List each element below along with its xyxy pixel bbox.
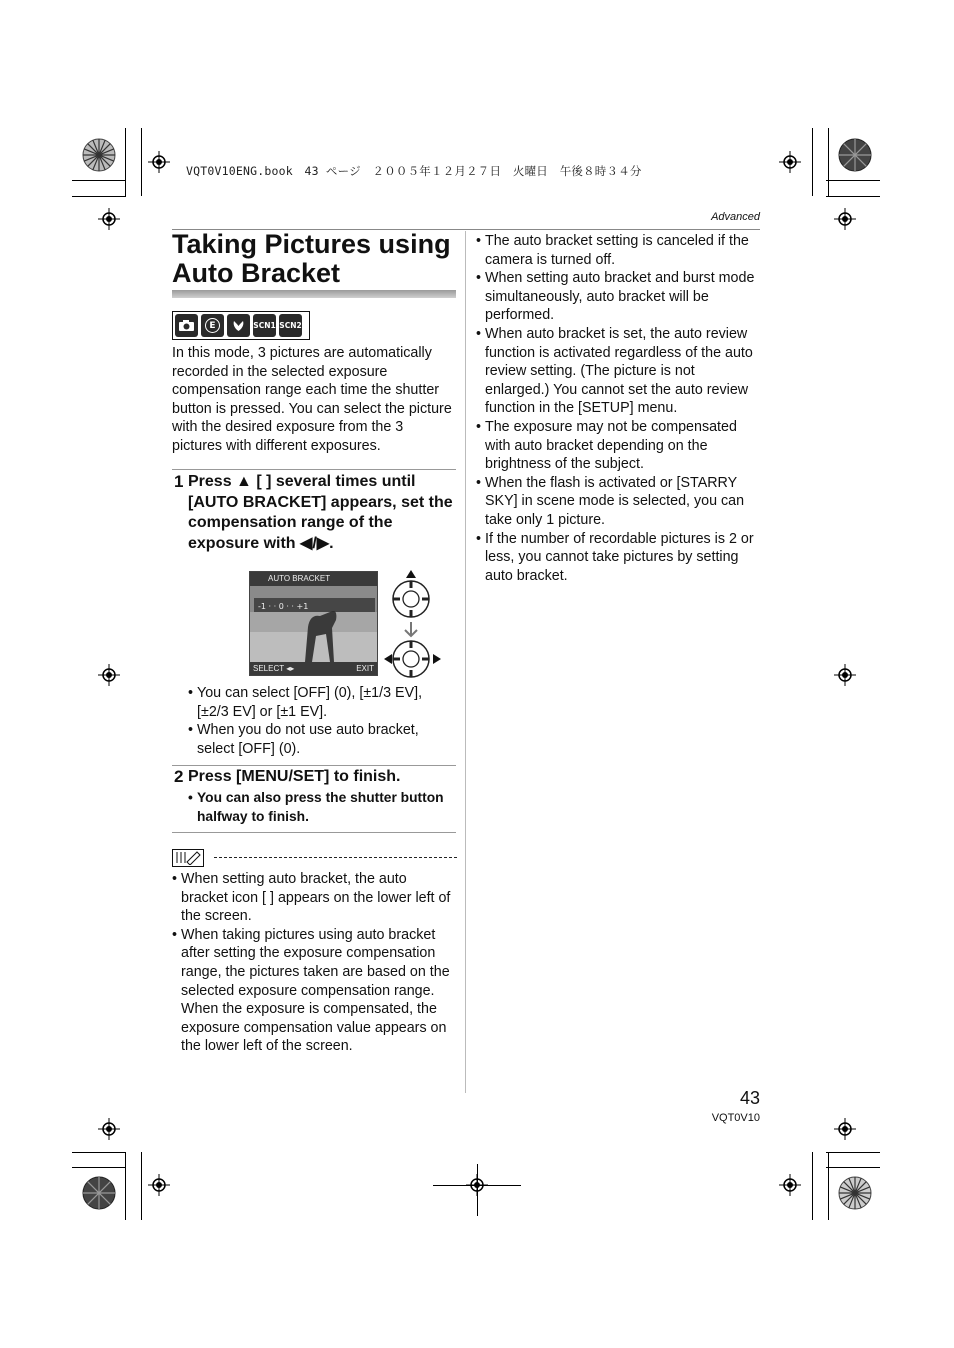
intro-paragraph: In this mode, 3 pictures are automatically recorded in the selected exposure compensation range each time the shutter button is pressed. You can select the picture with the desired exposure from the 3 pictures with different exposures.: [172, 345, 452, 454]
color-wheel-icon: [838, 138, 872, 172]
screen-footer: [250, 662, 377, 675]
divider: [172, 832, 456, 833]
title-underline-bar: [172, 290, 456, 298]
step-1-instruction: Press ▲ [ ] several times until [AUTO BRACKET] appears, set the compensation range of the exposure with ◀/▶.: [188, 473, 453, 552]
registration-mark-icon: [98, 1118, 120, 1140]
screen-exit-label: EXIT: [356, 664, 374, 673]
registration-mark-icon: [98, 208, 120, 230]
list-item: • When auto bracket is set, the auto review function is activated regardless of the auto review setting. (The picture is not enlarged.) You cannot set the auto review function in the [SETUP] menu.: [476, 325, 762, 418]
dog-photo-image: [250, 572, 378, 676]
right-column-notes: [476, 232, 762, 585]
print-header: VQT0V10ENG.book 43 ページ ２００５年１２月２７日 火曜日 午後８時３４分: [186, 164, 642, 178]
list-item: • The auto bracket setting is canceled if the camera is turned off.: [476, 232, 762, 269]
registration-mark-icon: [148, 151, 170, 173]
registration-mark-icon: [779, 1174, 801, 1196]
list-item: • When you do not use auto bracket, select [OFF] (0).: [188, 721, 456, 758]
color-wheel-icon: [838, 1176, 872, 1210]
model-code: VQT0V10: [711, 1112, 760, 1124]
divider: [172, 469, 456, 470]
registration-mark-icon: [834, 208, 856, 230]
note-icon: [172, 849, 204, 867]
list-item: • The exposure may not be compensated with auto bracket depending on the brightness of the subject.: [476, 418, 762, 474]
screen-menu-title: AUTO BRACKET: [250, 572, 377, 586]
page-title: Taking Pictures using Auto Bracket: [172, 229, 451, 288]
macro-mode-icon: [227, 314, 250, 337]
step-2-number: 2: [174, 767, 184, 786]
camera-mode-icon: [175, 314, 198, 337]
mode-icons: [172, 311, 310, 340]
notes-list: [172, 870, 457, 1056]
step-2-instruction: Press [MENU/SET] to finish.: [188, 768, 401, 785]
dpad-illustration: [384, 568, 444, 680]
column-divider: [465, 231, 466, 1093]
list-item: • When taking pictures using auto bracket after setting the exposure compensation range, the pictures taken are based on the selected exposure compensation range. When the exposure is compensated, the exposure compensation value appears on the lower left of the screen.: [172, 926, 457, 1056]
page-number: 43: [739, 1088, 760, 1108]
scene2-mode-icon: SCN2: [279, 314, 302, 337]
list-item: • You can also press the shutter button halfway to finish.: [188, 789, 448, 826]
list-item: • When setting auto bracket and burst mode simultaneously, auto bracket will be performed.: [476, 269, 762, 325]
note-dashed-rule: [214, 857, 457, 858]
list-item: • If the number of recordable pictures is 2 or less, you cannot take pictures by setting auto bracket.: [476, 530, 762, 586]
registration-mark-icon: [98, 664, 120, 686]
registration-mark-icon: [834, 664, 856, 686]
section-label: Advanced: [711, 211, 760, 223]
screen-select-label: SELECT ◂▸: [253, 664, 295, 673]
divider: [172, 765, 456, 766]
registration-mark-icon: [779, 151, 801, 173]
step-2-bullets: [188, 789, 448, 826]
list-item: • When the flash is activated or [STARRY SKY] in scene mode is selected, you can take only 1 picture.: [476, 474, 762, 530]
list-item: • You can select [OFF] (0), [±1/3 EV], [±2/3 EV] or [±1 EV].: [188, 684, 456, 721]
color-wheel-icon: [82, 138, 116, 172]
registration-mark-icon: [834, 1118, 856, 1140]
economy-mode-icon: E: [201, 314, 224, 337]
svg-text:-1 · · 0 · · +1: -1 · · 0 · · +1: [258, 602, 309, 611]
step-1-bullets: [188, 684, 456, 758]
list-item: • When setting auto bracket, the auto bracket icon [ ] appears on the lower left of the screen.: [172, 870, 457, 926]
registration-mark-icon: [148, 1174, 170, 1196]
camera-screen-illustration: [249, 571, 378, 676]
scene1-mode-icon: SCN1: [253, 314, 276, 337]
color-wheel-icon: [82, 1176, 116, 1210]
step-1-number: 1: [174, 472, 184, 491]
